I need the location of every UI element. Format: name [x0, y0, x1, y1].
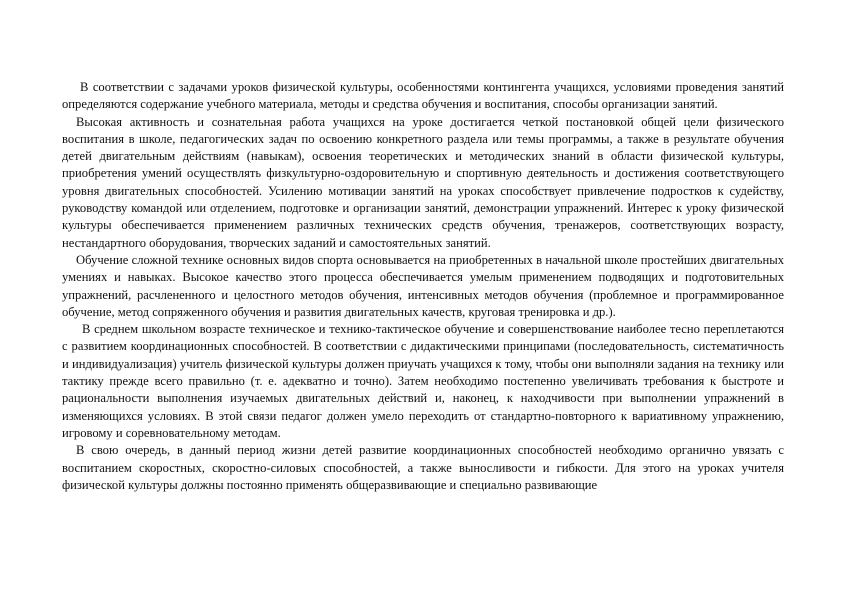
- document-page: [62, 79, 784, 494]
- paragraph-lesson-content: В соответствии с задачами уроков физической культуры, особенностями контингента учащихся, условиями проведения занятий определяются содержание учебного материала, методы и средства обучения и воспитания, способы организации занятий.: [62, 80, 784, 112]
- paragraph-technique-training: Обучение сложной технике основных видов спорта основывается на приобретенных в начальной школе простейших двигательных умениях и навыках. Высокое качество этого процесса обеспечивается умелым применением подводящих и подготовительных упражнений, расчлененного и целостного методов обучения, интенсивных методов обучения (проблемное и программированное обучение, метод сопряженного обучения и развития двигательных качеств, круговая тренировка и др.).: [62, 252, 784, 319]
- paragraph-development-period: В свою очередь, в данный период жизни детей развитие координационных способностей необходимо органично увязать с воспитанием скоростных, скоростно-силовых способностей, а также выносливости и гибкости. Для этого на уроках учителя физической культуры должны постоянно применять общеразвивающие и специально развивающие: [62, 443, 784, 492]
- paragraph-student-activity: Высокая активность и сознательная работа учащихся на уроке достигается четкой постановкой общей цели физического воспитания в школе, педагогических задач по освоению конкретного раздела или темы программы, а также в результате обучения детей двигательным действиям (навыкам), освоения теоретических и методических знаний в области физической культуры, приобретения умений осуществлять физкультурно-оздоровительную и спортивную деятельность и достижения соответствующего уровня двигательных способностей. Усилению мотивации занятий на уроках способствует привлечение подростков к судейству, руководству командой или отделением, подготовке и организации занятий, демонстрации упражнений. Интерес к уроку физической культуры обеспечивается применением различных технических средств обучения, тренажеров, соответствующих возрасту, нестандартного оборудования, творческих заданий и самостоятельных занятий.: [62, 114, 784, 250]
- paragraph-coordination: В среднем школьном возрасте техническое и технико-тактическое обучение и совершенствование наиболее тесно переплетаются с развитием координационных способностей. В соответствии с дидактическими принципами (последовательность, систематичность и индивидуализация) учитель физической культуры должен приучать учащихся к тому, чтобы они выполняли задания на технику или тактику прежде всего правильно (т. е. адекватно и точно). Затем необходимо постепенно увеличивать требования к быстроте и рациональности выполнения изучаемых двигательных действий и, наконец, к находчивости при выполнении упражнений в изменяющихся условиях. В этой связи педагог должен умело переходить от стандартно-повторного к вариативному упражнению, игровому и соревновательному методам.: [62, 322, 784, 440]
